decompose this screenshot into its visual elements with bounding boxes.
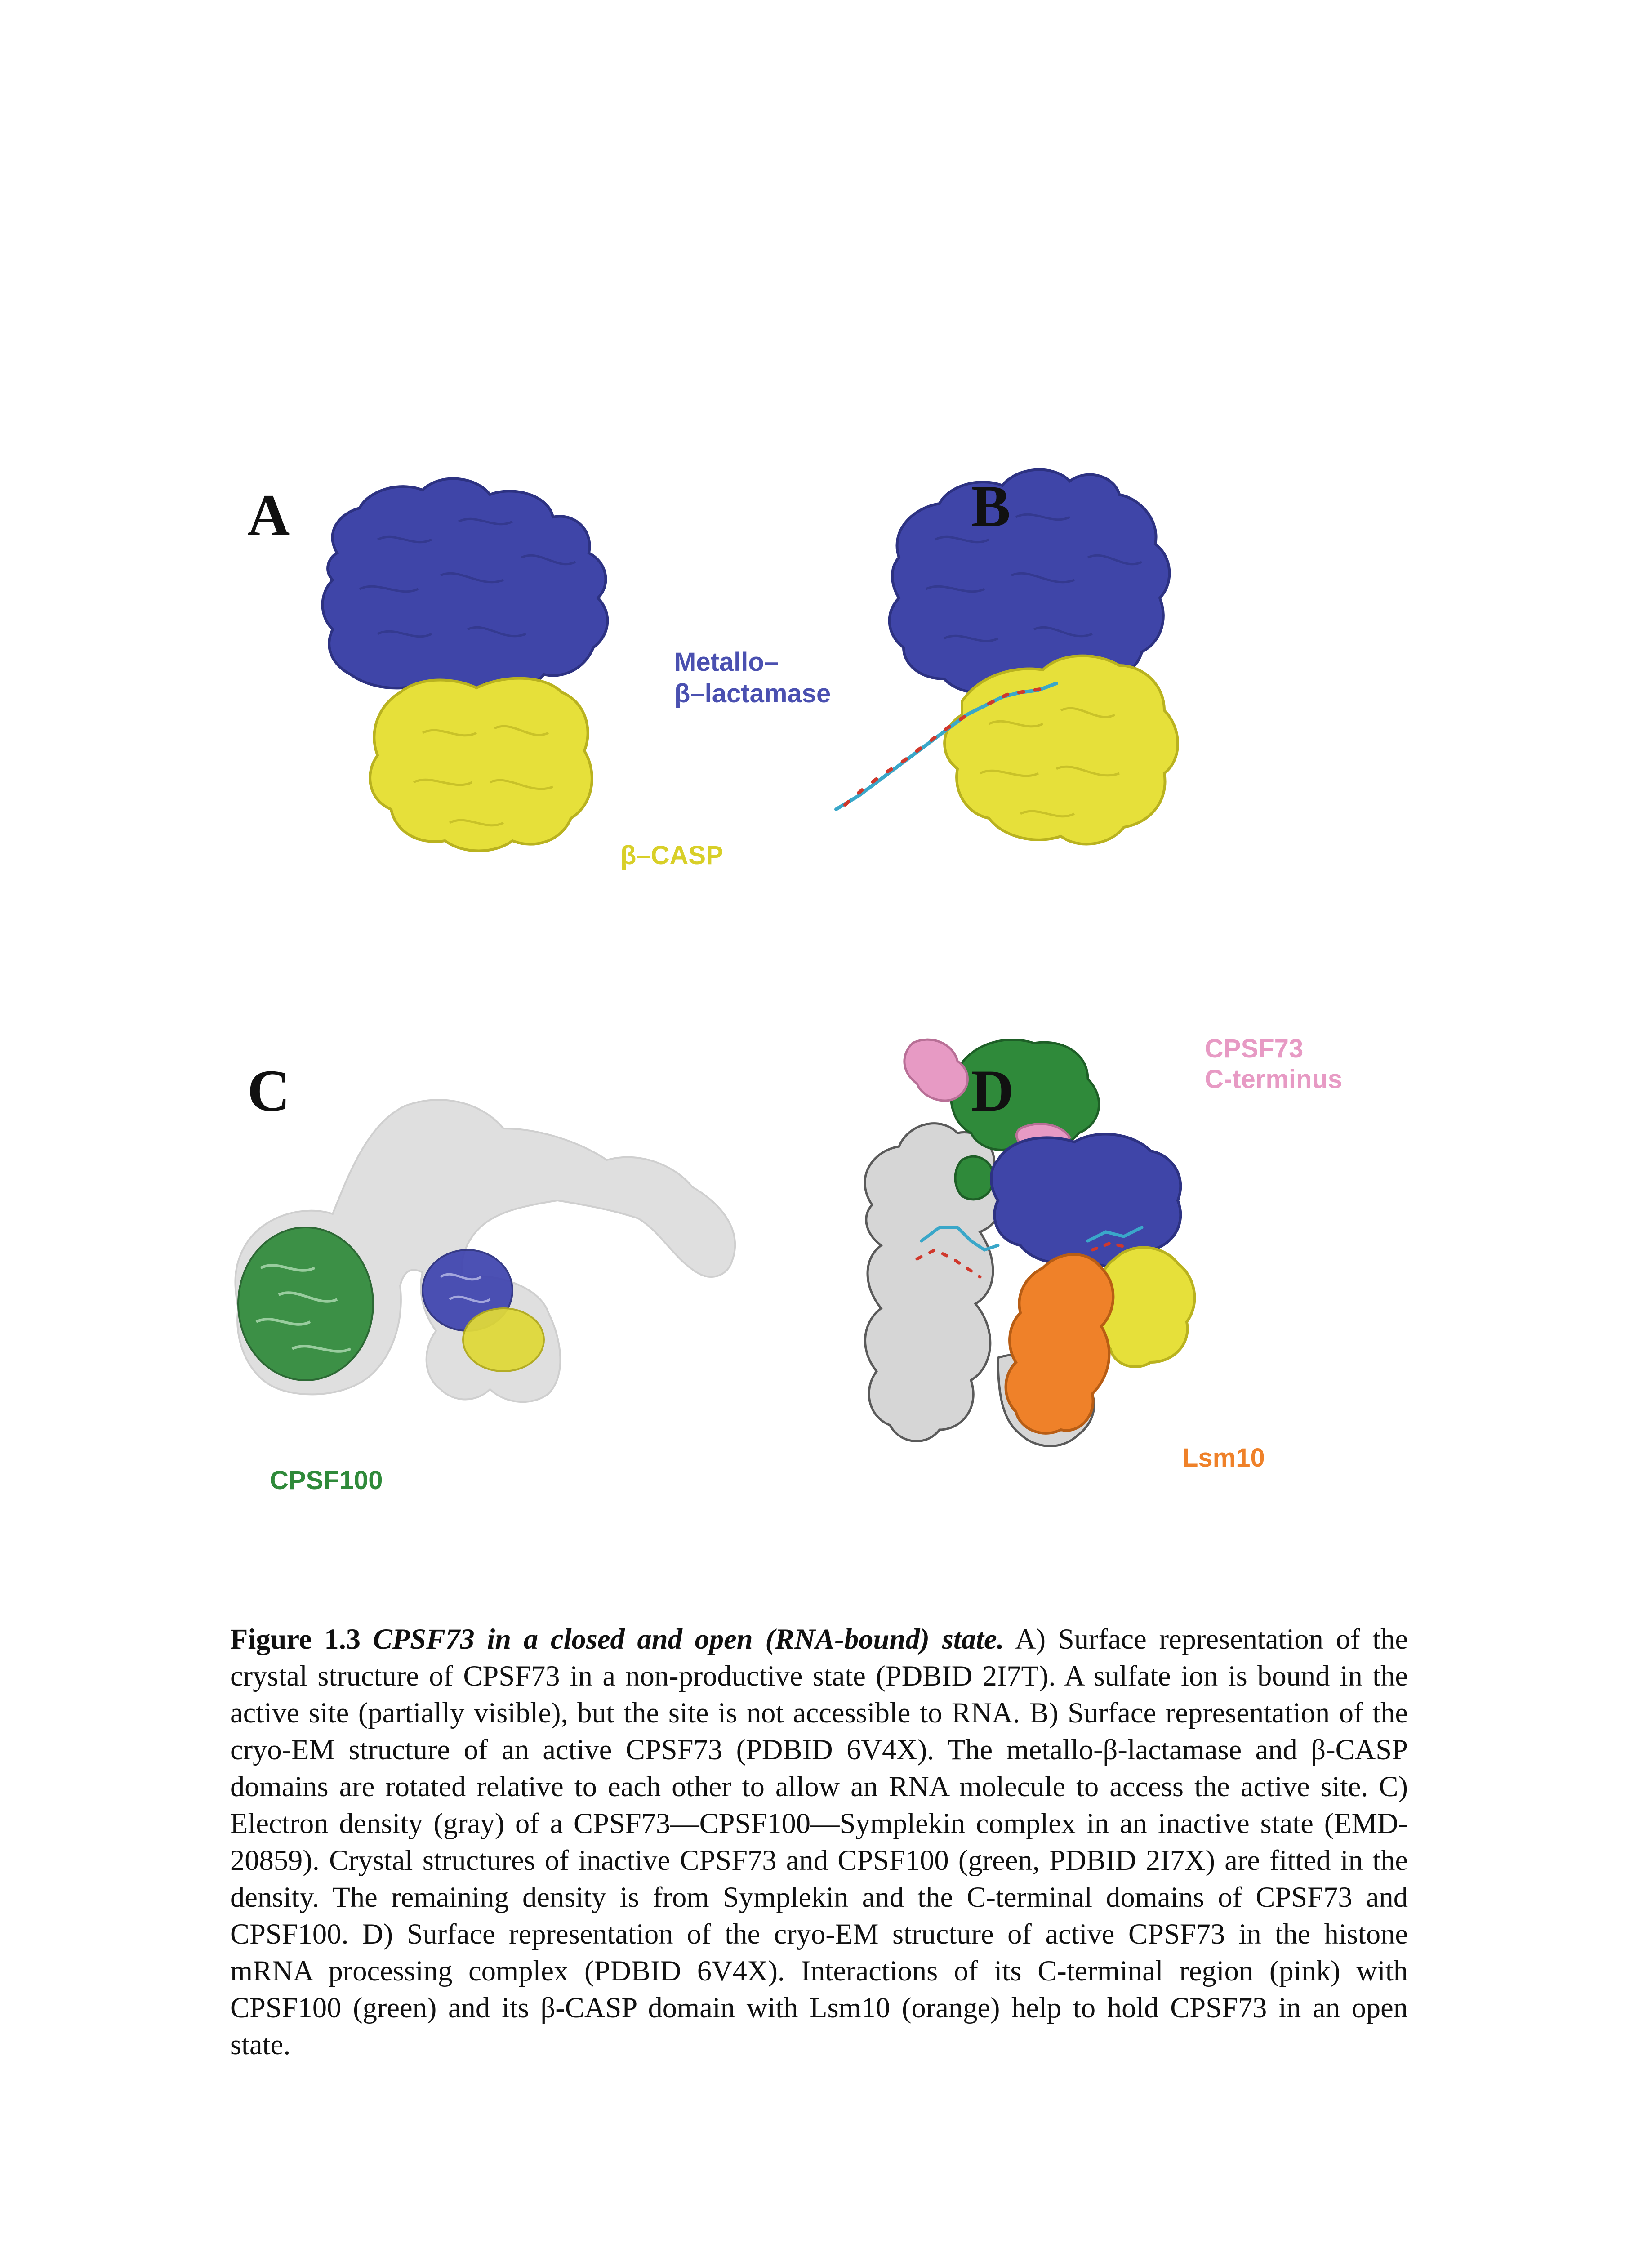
- panel-d-cterm-surface: [904, 1039, 968, 1101]
- metallo-label-line1: Metallo–: [674, 647, 779, 677]
- lsm10-label: Lsm10: [1182, 1443, 1265, 1472]
- panel-d-metallo-surface: [991, 1134, 1180, 1267]
- cterm-label-line1: CPSF73: [1205, 1034, 1304, 1063]
- panel-b-structure-image: [809, 441, 1429, 1016]
- panel-a: [189, 441, 831, 1016]
- figure: [189, 441, 1429, 1592]
- panel-d-lsm10-surface: [1006, 1254, 1113, 1433]
- panel-c-cpsf100-ribbon: [238, 1227, 373, 1380]
- panel-d-letter: D: [971, 1057, 1014, 1124]
- panel-b-metallo-domain: [890, 470, 1170, 693]
- cpsf100-label: CPSF100: [270, 1466, 383, 1495]
- bcasp-label: β–CASP: [620, 841, 723, 870]
- caption-text: A) Surface representation of the crystal structure of CPSF73 in a non-productive state (PDBID 2I7T). A sulfate ion is bound in the active site (partially visible), but the site is not accessible to RNA. B) Surface representation of the cryo-EM structure of an active CPSF73 (PDBID 6V4X). The metallo-β-lactamase and β-CASP domains are rotated relative to each other to allow an RNA molecule to access the active site. C) Electron density (gray) of a CPSF73—CPSF100—Symplekin complex in an inactive state (EMD-20859). Crystal structures of inactive CPSF73 and CPSF100 (green, PDBID 2I7X) are fitted in the density. The remaining density is from Symplekin and the C-terminal domains of CPSF73 and CPSF100. D) Surface representation of the cryo-EM structure of active CPSF73 in the histone mRNA processing complex (PDBID 6V4X). Interactions of its C-terminal region (pink) with CPSF100 (green) and its β-CASP domain with Lsm10 (orange) help to hold CPSF73 in an open state.: [230, 1623, 1408, 2061]
- metallo-label-line2: β–lactamase: [674, 679, 831, 708]
- panel-b-letter: B: [971, 473, 1011, 539]
- panel-b: [809, 441, 1429, 1016]
- panel-d-cpsf100-lower: [955, 1156, 993, 1200]
- panel-d-structure-image: [809, 1016, 1429, 1592]
- figure-title: CPSF73 in a closed and open (RNA-bound) state.: [373, 1623, 1004, 1655]
- panel-d: [809, 1016, 1429, 1592]
- cterm-label-line2: C-terminus: [1205, 1065, 1343, 1094]
- panel-a-letter: A: [247, 482, 290, 548]
- panel-c: [189, 1016, 809, 1592]
- panel-c-letter: C: [247, 1057, 290, 1124]
- figure-caption: [230, 1621, 1408, 2063]
- figure-number: Figure 1.3: [230, 1623, 361, 1655]
